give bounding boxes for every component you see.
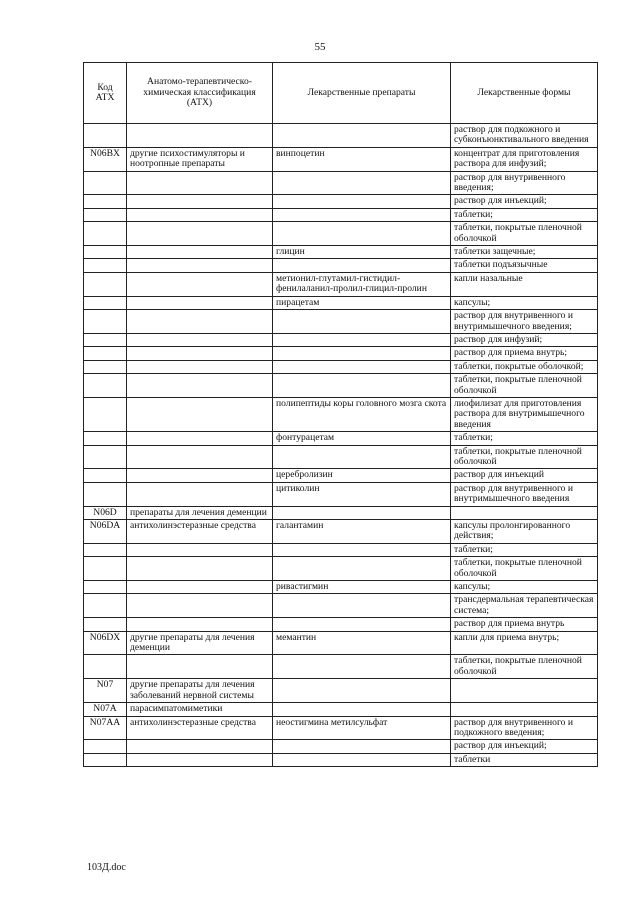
cell-form: таблетки, покрытые пленочной оболочкой <box>451 222 598 246</box>
cell-classification <box>127 445 273 469</box>
cell-classification: антихолинэстеразные средства <box>127 716 273 740</box>
cell-code: N06BX <box>84 147 127 171</box>
table-row <box>84 618 598 631</box>
cell-classification: препараты для лечения деменции <box>127 506 273 519</box>
cell-code: N06DX <box>84 631 127 655</box>
cell-code <box>84 222 127 246</box>
table-row <box>84 581 598 594</box>
cell-classification <box>127 482 273 506</box>
cell-classification <box>127 397 273 431</box>
cell-form: капли для приема внутрь; <box>451 631 598 655</box>
table-body <box>84 124 598 767</box>
cell-code <box>84 482 127 506</box>
header-code: Код АТХ <box>84 63 127 124</box>
cell-form: раствор для внутривенного и внутримышечного введения; <box>451 310 598 334</box>
cell-classification <box>127 222 273 246</box>
cell-classification <box>127 753 273 766</box>
cell-classification <box>127 557 273 581</box>
cell-classification <box>127 272 273 296</box>
cell-form <box>451 506 598 519</box>
cell-form: лиофилизат для приготовления раствора для внутримышечного введения <box>451 397 598 431</box>
cell-code <box>84 310 127 334</box>
cell-code <box>84 740 127 753</box>
cell-drug <box>273 679 451 703</box>
cell-drug <box>273 543 451 556</box>
cell-drug <box>273 259 451 272</box>
cell-classification: парасимпатомиметики <box>127 703 273 716</box>
table-row <box>84 347 598 360</box>
cell-code <box>84 432 127 445</box>
cell-drug: цитиколин <box>273 482 451 506</box>
cell-classification <box>127 469 273 482</box>
cell-drug <box>273 333 451 346</box>
cell-drug: мемантин <box>273 631 451 655</box>
cell-code <box>84 655 127 679</box>
cell-form: таблетки; <box>451 432 598 445</box>
cell-drug: полипептиды коры головного мозга скота <box>273 397 451 431</box>
cell-drug: глицин <box>273 246 451 259</box>
cell-form: капсулы пролонгированного действия; <box>451 520 598 544</box>
table-row <box>84 506 598 519</box>
cell-classification <box>127 333 273 346</box>
cell-drug: ривастигмин <box>273 581 451 594</box>
cell-drug <box>273 347 451 360</box>
cell-form: таблетки; <box>451 208 598 221</box>
cell-form: трансдермальная терапевтическая система; <box>451 594 598 618</box>
header-drugs: Лекарственные препараты <box>273 63 451 124</box>
cell-form: таблетки, покрытые пленочной оболочкой <box>451 655 598 679</box>
table-row <box>84 360 598 373</box>
header-forms: Лекарственные формы <box>451 63 598 124</box>
cell-drug <box>273 618 451 631</box>
table-row <box>84 740 598 753</box>
cell-form: раствор для подкожного и субконъюнктивального введения <box>451 124 598 148</box>
cell-code <box>84 469 127 482</box>
cell-code <box>84 397 127 431</box>
cell-drug <box>273 360 451 373</box>
cell-code <box>84 360 127 373</box>
cell-drug: галантамин <box>273 520 451 544</box>
table-row <box>84 333 598 346</box>
table-row <box>84 259 598 272</box>
cell-code <box>84 272 127 296</box>
cell-classification <box>127 432 273 445</box>
cell-drug: пирацетам <box>273 296 451 309</box>
cell-drug <box>273 195 451 208</box>
cell-code: N07 <box>84 679 127 703</box>
page-number: 55 <box>314 41 326 53</box>
cell-drug <box>273 445 451 469</box>
table-row <box>84 703 598 716</box>
cell-form: раствор для внутривенного и внутримышечного введения <box>451 482 598 506</box>
table-row <box>84 594 598 618</box>
table-row <box>84 445 598 469</box>
cell-classification <box>127 374 273 398</box>
cell-form: таблетки, покрытые оболочкой; <box>451 360 598 373</box>
cell-code: N07A <box>84 703 127 716</box>
table-row <box>84 469 598 482</box>
cell-drug <box>273 506 451 519</box>
cell-code <box>84 581 127 594</box>
cell-form: раствор для приема внутрь <box>451 618 598 631</box>
table-row <box>84 631 598 655</box>
cell-drug <box>273 655 451 679</box>
table-row <box>84 208 598 221</box>
table-header-row <box>84 63 598 124</box>
table-row <box>84 296 598 309</box>
cell-drug <box>273 753 451 766</box>
header-classification: Анатомо-терапевтическо-химическая классификация (АТХ) <box>127 63 273 124</box>
cell-form: концентрат для приготовления раствора для инфузий; <box>451 147 598 171</box>
table-row <box>84 753 598 766</box>
cell-form: капсулы; <box>451 581 598 594</box>
cell-code: N07AA <box>84 716 127 740</box>
cell-code <box>84 296 127 309</box>
cell-code <box>84 124 127 148</box>
cell-drug: фонтурацетам <box>273 432 451 445</box>
table-row <box>84 557 598 581</box>
cell-drug <box>273 703 451 716</box>
cell-classification <box>127 360 273 373</box>
cell-form: раствор для инъекций; <box>451 740 598 753</box>
table-row <box>84 124 598 148</box>
cell-classification <box>127 208 273 221</box>
cell-classification <box>127 195 273 208</box>
cell-code <box>84 347 127 360</box>
cell-form: раствор для внутривенного и подкожного введения; <box>451 716 598 740</box>
cell-form: раствор для инъекций; <box>451 195 598 208</box>
cell-form: раствор для инфузий; <box>451 333 598 346</box>
table-row <box>84 195 598 208</box>
cell-code <box>84 259 127 272</box>
table-row <box>84 397 598 431</box>
cell-drug <box>273 594 451 618</box>
cell-form: капсулы; <box>451 296 598 309</box>
cell-classification <box>127 581 273 594</box>
cell-drug: неостигмина метилсульфат <box>273 716 451 740</box>
cell-classification <box>127 618 273 631</box>
table-row <box>84 374 598 398</box>
table-row <box>84 655 598 679</box>
cell-classification <box>127 594 273 618</box>
table-row <box>84 147 598 171</box>
cell-code: N06D <box>84 506 127 519</box>
cell-form: раствор для приема внутрь; <box>451 347 598 360</box>
cell-form: таблетки <box>451 753 598 766</box>
table-row <box>84 432 598 445</box>
table-row <box>84 246 598 259</box>
cell-classification <box>127 246 273 259</box>
cell-form: таблетки, покрытые пленочной оболочкой <box>451 557 598 581</box>
cell-form: таблетки; <box>451 543 598 556</box>
table-row <box>84 482 598 506</box>
cell-code <box>84 195 127 208</box>
table-row <box>84 222 598 246</box>
cell-code <box>84 753 127 766</box>
table-row <box>84 679 598 703</box>
footer-filename: 103Д.doc <box>87 862 126 873</box>
cell-code: N06DA <box>84 520 127 544</box>
cell-drug: метионил-глутамил-гистидил-фенилаланил-пролил-глицил-пролин <box>273 272 451 296</box>
table-row <box>84 310 598 334</box>
cell-code <box>84 208 127 221</box>
cell-code <box>84 594 127 618</box>
cell-classification: другие психостимуляторы и ноотропные препараты <box>127 147 273 171</box>
cell-form: таблетки защечные; <box>451 246 598 259</box>
cell-code <box>84 445 127 469</box>
cell-classification <box>127 740 273 753</box>
cell-classification <box>127 347 273 360</box>
cell-code <box>84 557 127 581</box>
cell-drug <box>273 124 451 148</box>
cell-classification <box>127 655 273 679</box>
cell-code <box>84 618 127 631</box>
table-row <box>84 272 598 296</box>
table-row <box>84 716 598 740</box>
cell-drug: винпоцетин <box>273 147 451 171</box>
cell-drug <box>273 222 451 246</box>
cell-classification <box>127 296 273 309</box>
cell-code <box>84 246 127 259</box>
cell-drug <box>273 740 451 753</box>
cell-classification <box>127 171 273 195</box>
cell-classification <box>127 543 273 556</box>
cell-form: раствор для внутривенного введения; <box>451 171 598 195</box>
table-row <box>84 520 598 544</box>
cell-form: таблетки, покрытые пленочной оболочкой <box>451 374 598 398</box>
atx-table <box>83 62 598 767</box>
cell-classification <box>127 259 273 272</box>
cell-form <box>451 679 598 703</box>
cell-drug <box>273 557 451 581</box>
cell-code <box>84 374 127 398</box>
cell-code <box>84 333 127 346</box>
table-row <box>84 543 598 556</box>
cell-classification <box>127 310 273 334</box>
cell-drug: церебролизин <box>273 469 451 482</box>
cell-classification: другие препараты для лечения деменции <box>127 631 273 655</box>
cell-classification: антихолинэстеразные средства <box>127 520 273 544</box>
cell-drug <box>273 374 451 398</box>
cell-form: капли назальные <box>451 272 598 296</box>
cell-form: таблетки подъязычные <box>451 259 598 272</box>
cell-code <box>84 543 127 556</box>
cell-classification <box>127 124 273 148</box>
cell-drug <box>273 171 451 195</box>
cell-drug <box>273 208 451 221</box>
cell-code <box>84 171 127 195</box>
cell-classification: другие препараты для лечения заболеваний нервной системы <box>127 679 273 703</box>
cell-form <box>451 703 598 716</box>
cell-form: таблетки, покрытые пленочной оболочкой <box>451 445 598 469</box>
cell-drug <box>273 310 451 334</box>
cell-form: раствор для инъекций <box>451 469 598 482</box>
table-row <box>84 171 598 195</box>
